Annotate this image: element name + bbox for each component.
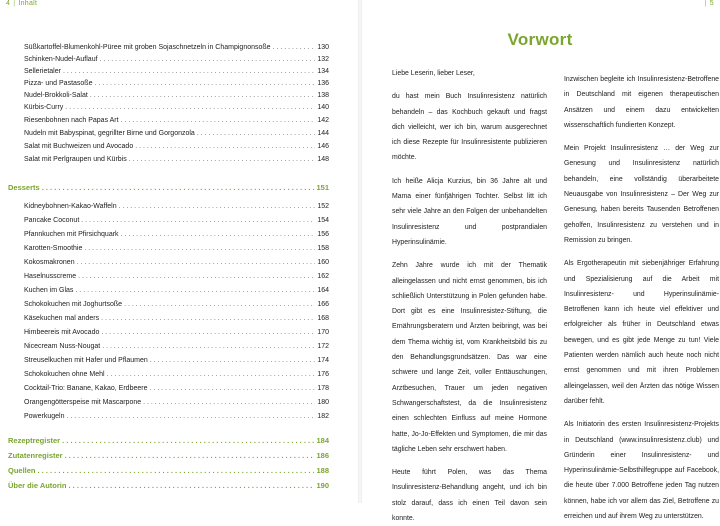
toc-entry[interactable]: Käsekuchen mal anders . . . 168	[24, 311, 329, 323]
toc-entry[interactable]: Orangengötterspeise mit Mascarpone . . . 180	[24, 395, 329, 407]
paragraph: du hast mein Buch Insulinresistenz natürlich behandeln – das Kochbuch gekauft und fragst dich vielleicht, wer ich bin, warum ausgerechnet ich diese Rezepte für Insulinresistente publizieren möchte.	[392, 93, 547, 162]
toc-section-zutatenregister[interactable]: Zutatenregister . . . 186	[8, 448, 329, 460]
toc-entry[interactable]: Schinken-Nudel-Auflauf . . . 132	[24, 52, 329, 64]
text-column-left	[392, 66, 547, 526]
left-page-number: 4	[6, 0, 11, 7]
toc-section-ueber-die-autorin[interactable]: Über die Autorin . . . 190	[8, 478, 329, 490]
page-title: Vorwort	[507, 30, 573, 49]
toc-entry[interactable]: Kidneybohnen-Kakao-Waffeln . . . 152	[24, 199, 329, 211]
toc-entry[interactable]: Karotten-Smoothie . . . 158	[24, 241, 329, 253]
toc-entry[interactable]: Powerkugeln . . . 182	[24, 409, 329, 421]
text-column-right	[564, 72, 719, 524]
right-running-head: | 5	[704, 0, 714, 7]
toc-entry[interactable]: Nudeln mit Babyspinat, gegrillter Birne und Gorgonzola . . . 144	[24, 126, 329, 138]
toc-entry[interactable]: Cocktail-Trio: Banane, Kakao, Erdbeere . . . 178	[24, 381, 329, 393]
toc-entry[interactable]: Streuselkuchen mit Hafer und Pflaumen . . . 174	[24, 353, 329, 365]
toc-entry[interactable]: Pfannkuchen mit Pfirsichquark . . . 156	[24, 227, 329, 239]
toc-entry[interactable]: Pancake Coconut . . . 154	[24, 213, 329, 225]
toc-entry[interactable]: Schokokuchen ohne Mehl . . . 176	[24, 367, 329, 379]
toc-entry[interactable]: Haselnusscreme . . . 162	[24, 269, 329, 281]
toc-section-quellen[interactable]: Quellen . . . 188	[8, 463, 329, 475]
paragraph: Als Initiatorin des ersten Insulinresistenz-Projekts in Deutschland (www.insulinresistenz.club) und Gründerin einer Insulinresistenz- und Hyperinsulinämie-Selbsthilfegruppe auf Facebook, die heute über 7.000 Betroffene jeden Tag nutzen können, habe ich vor allem das Ziel, Betroffene zu erreichen und auf ihrem Weg zu unterstützen.	[564, 421, 719, 521]
paragraph: Mein Projekt Insulinresistenz … der Weg zur Genesung und Insulinresistenz natürlich behandeln, eine vollständig überarbeitete Neuausgabe von Insulinresistenz – Der Weg zur Genesung, haben bereits Tausenden Betroffenen geholfen, Insulinresistenz zu verstehen und in Remission zu bringen.	[564, 145, 719, 244]
toc-entry[interactable]: Kürbis-Curry . . . 140	[24, 100, 329, 112]
greeting: Liebe Leserin, lieber Leser,	[392, 70, 475, 77]
paragraph: Ich heiße Alicja Kurzius, bin 36 Jahre alt und Mama einer fünfjährigen Tochter. Selbst litt ich sehr viele Jahre an den Folgen der unbehandelten Insulinresistenz und postprandialen Hyperinsulinämie.	[392, 177, 547, 246]
toc-section-desserts[interactable]: Desserts . . . 151	[8, 180, 329, 192]
paragraph: Zehn Jahre wurde ich mit der Thematik alleingelassen und nicht ernst genommen, bis ich schließlich Unterstützung in Polen gefunden habe. Dort gibt es eine Insulinresistez-Stiftung, die Ernährungsberatern und Ärzten beibringt, was bei dem Thema wichtig ist, vom Krankheitsbild bis zu den Behandlungsgrundsätzen. Das war eine schwere und lange Zeit, voller Enttäuschungen, Arztbesuchen, Trauer um jeden negativen Schwangerschaftstest, da die Insulinresistenz einen schlechten Einfluss auf meine Hormone hatte, Jo-Jo-Effekten und Symptomen, die mir das tägliche Leben sehr erschwert haben.	[392, 262, 547, 453]
toc-entry[interactable]: Kokosmakronen . . . 160	[24, 255, 329, 267]
toc-entry[interactable]: Nudel-Brokkoli-Salat . . . 138	[24, 88, 329, 100]
paragraph: Heute führt Polen, was das Thema Insulinresistenz-Behandlung angeht, und ich bin stolz darauf, dass ich einen Teil davon sein konnte.	[392, 469, 547, 523]
toc-entry[interactable]: Pizza- und Pastasoße . . . 136	[24, 76, 329, 88]
left-running-head: 4 | Inhalt	[6, 0, 38, 7]
left-section-label: Inhalt	[18, 0, 38, 7]
left-page	[0, 0, 360, 503]
toc-entry[interactable]: Sellerietaler . . . 134	[24, 64, 329, 76]
right-page	[360, 0, 720, 523]
right-page-number: 5	[709, 0, 714, 7]
paragraph: Als Ergotherapeutin mit siebenjähriger Erfahrung und Spezialisierung auf die Arbeit mit Insulinresistenz- und Hyperinsulinämie-Betroffenen kann ich heute viel effektiver und erfolgreicher als früher in Deutschland etwas bewegen, und es gibt jede Menge zu tun! Viele Patienten werden nämlich auch heute noch nicht ernst genommen und mit ihren Problemen alleingelassen, weil den Ärzten das nötige Wissen darüber fehlt.	[564, 260, 719, 405]
toc-entry[interactable]: Himbeereis mit Avocado . . . 170	[24, 325, 329, 337]
paragraph: Inzwischen begleite ich Insulinresistenz-Betroffene in Deutschland mit eigenen therapeutischen Ansätzen und einem dazu entwickelten wissenschaftlich fundierten Konzept.	[564, 76, 719, 129]
toc-entry[interactable]: Salat mit Buchweizen und Avocado . . . 146	[24, 139, 329, 151]
toc-entry[interactable]: Salat mit Perlgraupen und Kürbis . . . 148	[24, 152, 329, 164]
toc-section-rezeptregister[interactable]: Rezeptregister . . . 184	[8, 433, 329, 445]
toc-entry[interactable]: Kuchen im Glas . . . 164	[24, 283, 329, 295]
toc-entry[interactable]: Süßkartoffel-Blumenkohl-Püree mit groben Sojaschnetzeln in Champignonsoße . . . 130	[24, 40, 329, 52]
toc-entry[interactable]: Schokokuchen mit Joghurtsoße . . . 166	[24, 297, 329, 309]
toc-entry[interactable]: Nicecream Nuss-Nougat . . . 172	[24, 339, 329, 351]
toc-entry[interactable]: Riesenbohnen nach Papas Art . . . 142	[24, 113, 329, 125]
